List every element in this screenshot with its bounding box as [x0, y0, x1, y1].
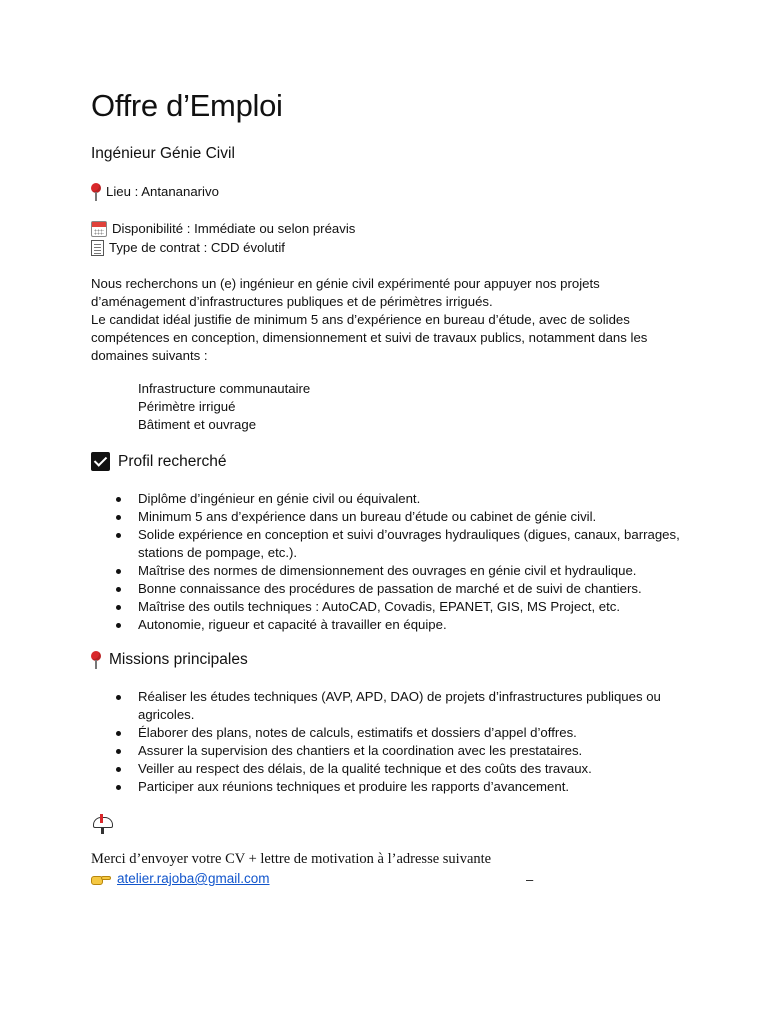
location-line: [91, 183, 219, 201]
round-pushpin-icon: [91, 651, 101, 669]
missions-heading-text: Missions principales: [109, 651, 248, 668]
contract-text: Type de contrat : CDD évolutif: [109, 240, 285, 255]
pointing-hand-icon: [91, 872, 111, 886]
domain-item: Bâtiment et ouvrage: [138, 417, 257, 432]
email-line: [91, 871, 270, 886]
list-item: Autonomie, rigueur et capacité à travailler en équipe.: [138, 616, 698, 634]
profile-list: [138, 490, 698, 634]
intro-text-1: Nous recherchons un (e) ingénieur en génie civil expérimenté pour appuyer nos projets d’aménagement d’infrastructures publiques et de périmètres irrigués.: [91, 276, 600, 309]
intro-text-2: Le candidat idéal justifie de minimum 5 ans d’expérience en bureau d’étude, avec de solides compétences en conception, dimensionnement et suivi de travaux publics, notamment dans les domaines suivants :: [91, 312, 648, 363]
check-mark-icon: [91, 452, 110, 471]
trailing-dash: –: [526, 872, 534, 887]
location-text: Lieu : Antananarivo: [106, 184, 219, 199]
list-item: Solide expérience en conception et suivi d’ouvrages hydrauliques (digues, canaux, barrages, stations de pompage, etc.).: [138, 526, 698, 562]
list-item: Élaborer des plans, notes de calculs, estimatifs et dossiers d’appel d’offres.: [138, 724, 698, 742]
contact-text: Merci d’envoyer votre CV + lettre de motivation à l’adresse suivante: [91, 851, 492, 867]
availability-text: Disponibilité : Immédiate ou selon préavis: [112, 221, 356, 236]
list-item: Veiller au respect des délais, de la qualité technique et des coûts des travaux.: [138, 760, 698, 778]
list-item: Bonne connaissance des procédures de passation de marché et de suivi de chantiers.: [138, 580, 698, 598]
round-pushpin-icon: [91, 183, 101, 201]
list-item: Diplôme d’ingénieur en génie civil ou équivalent.: [138, 490, 698, 508]
profile-heading: [91, 452, 227, 471]
intro-paragraph: [91, 275, 681, 365]
domains-list: [138, 380, 310, 434]
list-item: Assurer la supervision des chantiers et la coordination avec les prestataires.: [138, 742, 698, 760]
domain-item: Infrastructure communautaire: [138, 381, 311, 396]
availability-line: [91, 220, 355, 238]
missions-heading: [91, 651, 248, 669]
mailbox-icon: [92, 814, 114, 834]
list-item: Maîtrise des outils techniques : AutoCAD, Covadis, EPANET, GIS, MS Project, etc.: [138, 598, 698, 616]
job-title: Ingénieur Génie Civil: [91, 145, 235, 162]
list-item: Maîtrise des normes de dimensionnement des ouvrages en génie civil et hydraulique.: [138, 562, 698, 580]
list-item: Participer aux réunions techniques et produire les rapports d’avancement.: [138, 778, 698, 796]
page-title: Offre d’Emploi: [91, 88, 283, 123]
email-link[interactable]: atelier.rajoba@gmail.com: [117, 871, 270, 886]
missions-list: [138, 688, 698, 796]
calendar-icon: [91, 221, 107, 237]
domain-item: Périmètre irrigué: [138, 399, 236, 414]
list-item: Minimum 5 ans d’expérience dans un bureau d’étude ou cabinet de génie civil.: [138, 508, 698, 526]
contract-line: [91, 239, 285, 257]
profile-heading-text: Profil recherché: [118, 452, 227, 470]
list-item: Réaliser les études techniques (AVP, APD, DAO) de projets d’infrastructures publiques ou agricoles.: [138, 688, 698, 724]
document-icon: [91, 240, 104, 256]
